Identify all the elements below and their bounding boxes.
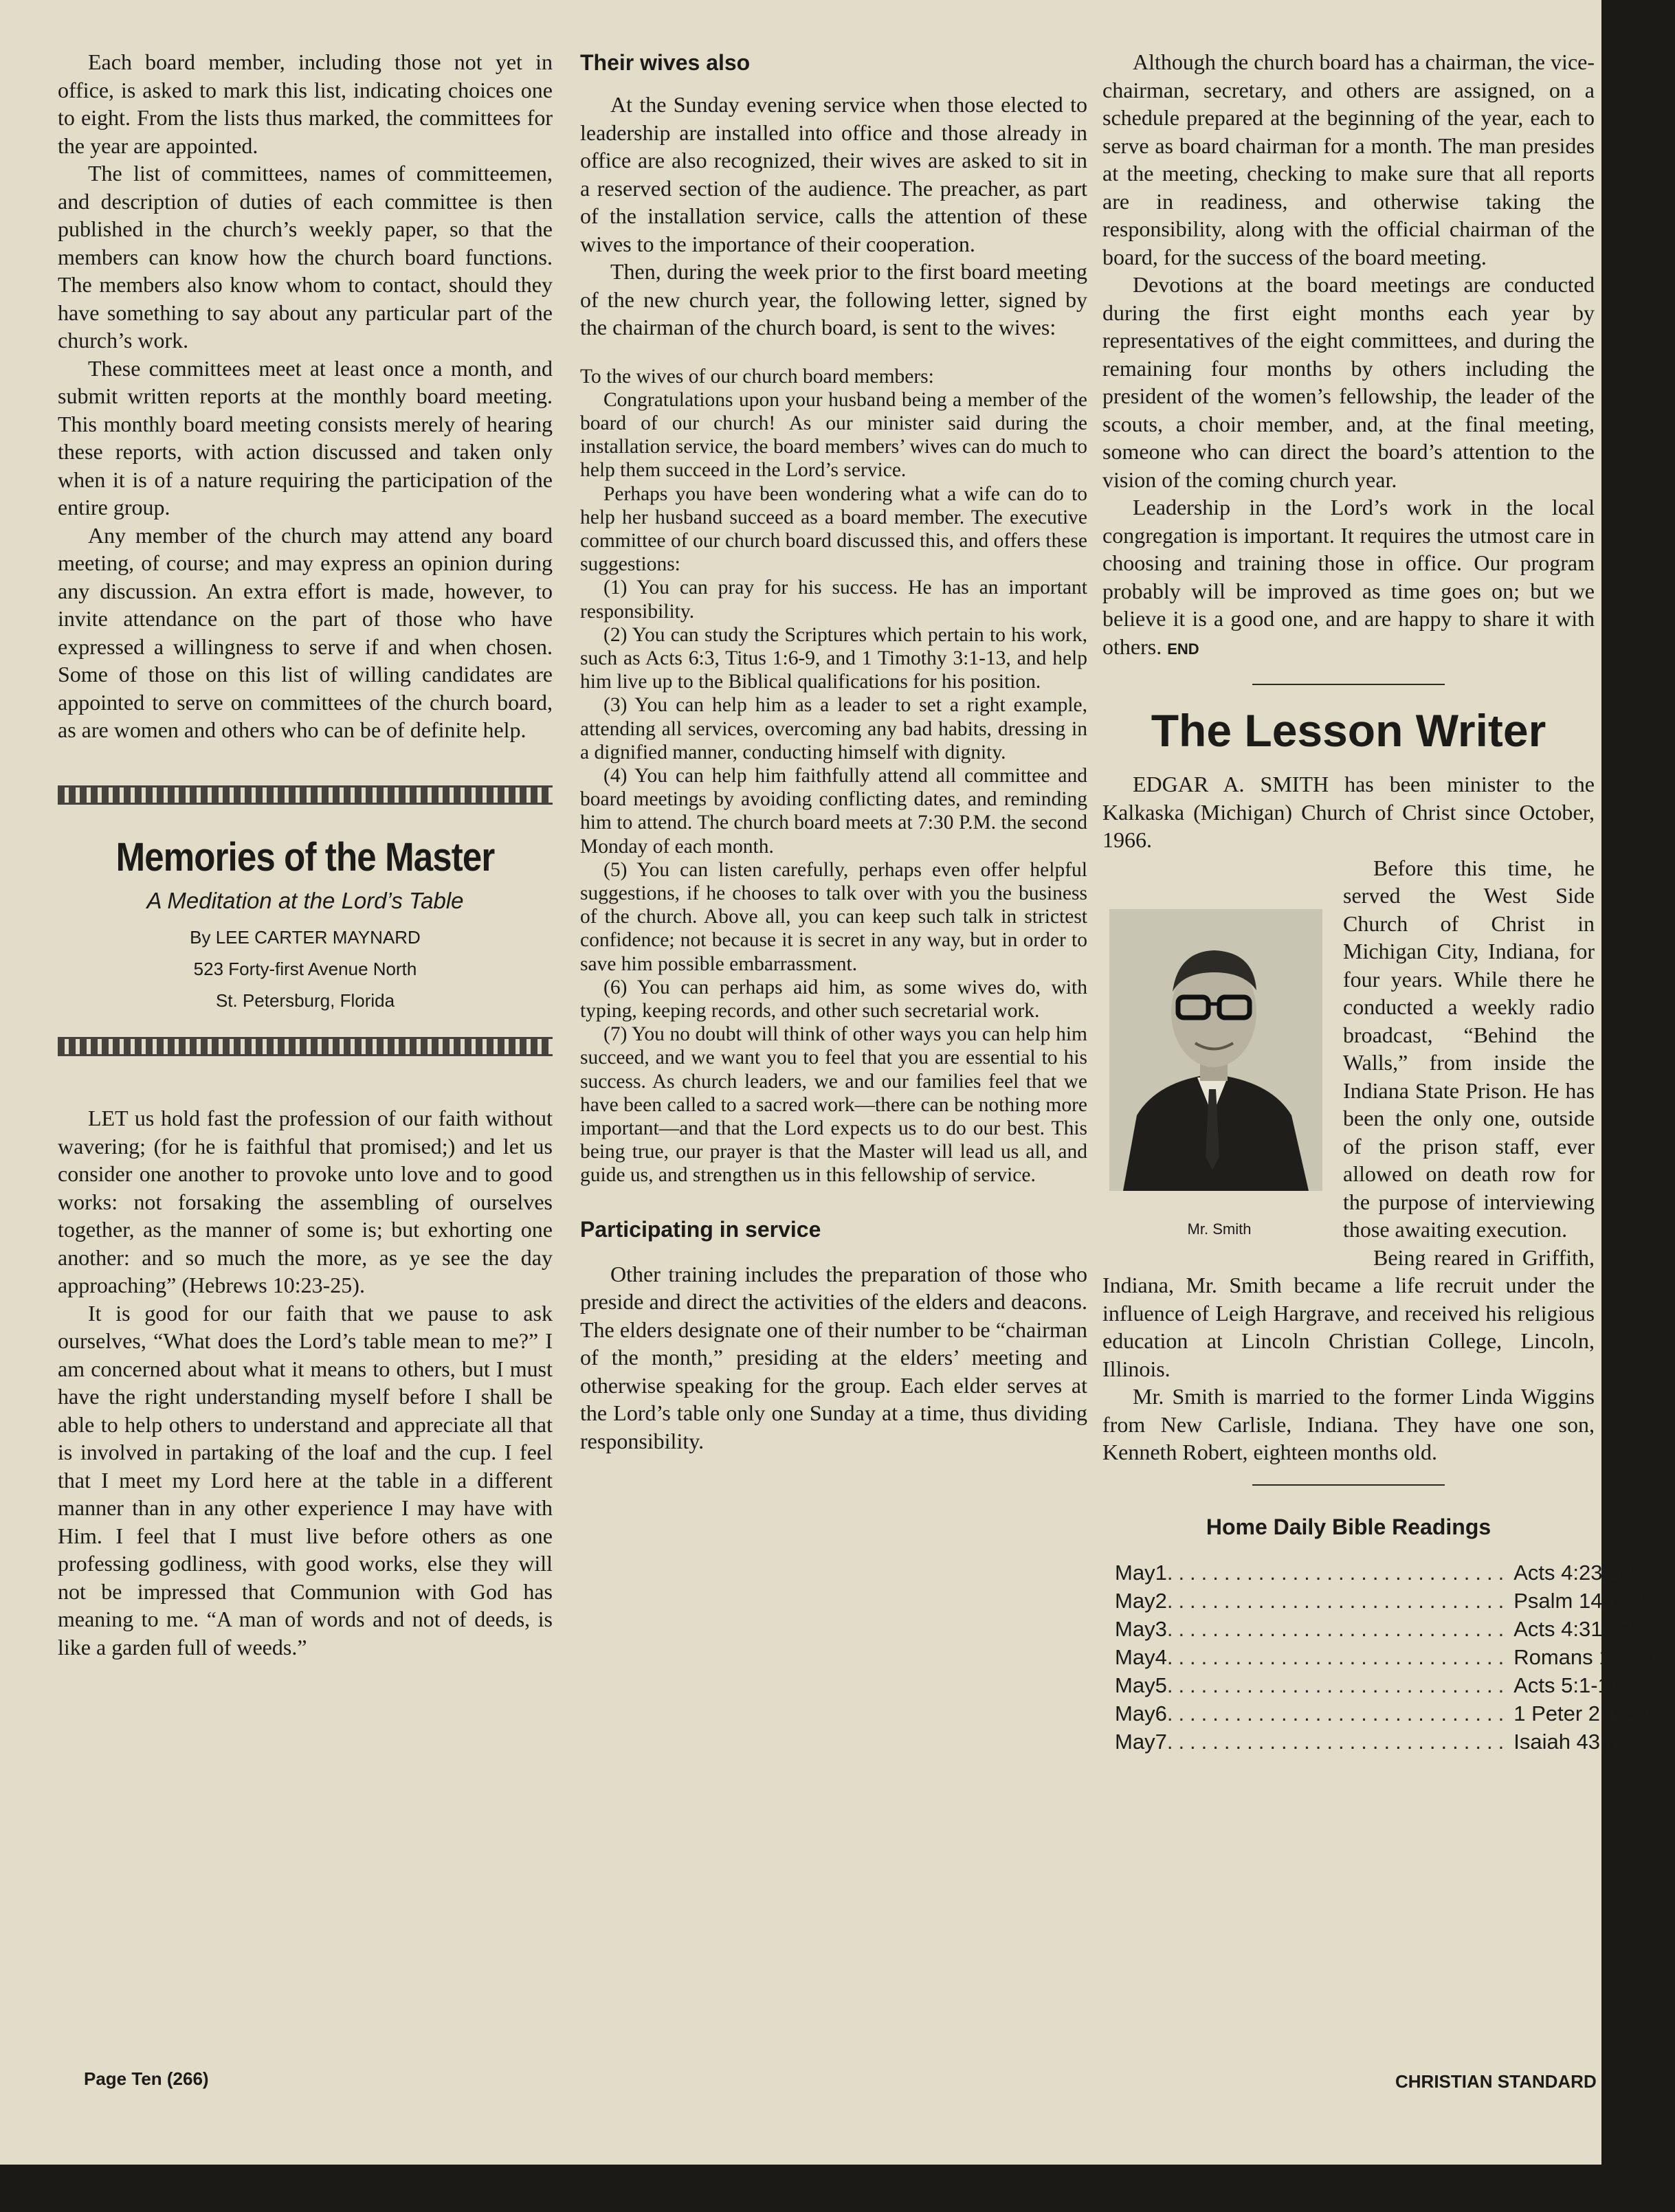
lesson-writer-paragraph: Being reared in Griffith, Indiana, Mr. Smith became a life recruit under the influence of Leigh Hargrave, and received his religious education at Lincoln Christian College, Lincoln, Illinois. [1102,1244,1595,1381]
meditation-title: Memories of the Master [115,834,495,880]
readings-list [1102,1559,1675,1756]
photo-block [1102,861,1329,1244]
leader-dots: .............................. [1166,1589,1510,1613]
portrait-illustration [1109,909,1322,1191]
letter-paragraph: (1) You can pray for his success. He has an important responsibility. [580,577,1087,623]
reading-reference: Romans 12:3-13 [1513,1645,1672,1669]
leader-dots: .............................. [1166,1617,1510,1641]
lesson-writer-title: The Lesson Writer [1151,705,1546,756]
reading-month: May [1115,1617,1155,1641]
lesson-writer-paragraph: Mr. Smith is married to the former Linda Wiggins from New Carlisle, Indiana. They have one son, Kenneth Robert, eighteen months old. [1102,1384,1595,1464]
meditation-byline: By LEE CARTER MAYNARD [190,927,421,948]
col2-paragraph: Other training includes the preparation of those who preside and direct the activities of the elders and deacons. The elders designate one of their number to be “chairman of the month,” presiding at the elders’ meeting and otherwise speaking for the group. Each elder serves at the Lord’s table only one Sunday at a time, thus dividing responsibility. [580,1261,1087,1453]
lesson-writer-bio [1102,854,1595,1466]
reading-item [1115,1699,1649,1728]
col1-paragraph: These committees meet at least once a month, and submit written reports at the monthly board meeting. This monthly board meeting consists merely of hearing these reports, with action discussed and taken only when it is of a nature requiring the participation of the entire group. [58,355,553,520]
letter-paragraph: (3) You can help him as a leader to set a right example, attending all services, overcoming any bad habits, dressing in a dignified manner, conducting himself with dignity. [580,694,1087,763]
reading-day: 1 [1155,1561,1167,1585]
col3-paragraph [1102,493,1595,663]
col2-paragraph: Then, during the week prior to the first board meeting of the new church year, the following letter, signed by the chairman of the church board, is sent to the wives: [580,259,1087,339]
reading-reference: Acts 5:1-11 [1513,1673,1620,1697]
divider [1252,684,1445,685]
reading-reference: 1 Peter 2:1-10 [1513,1701,1649,1725]
reading-month: May [1115,1673,1155,1697]
meditation-paragraph: It is good for our faith that we pause to ask ourselves, “What does the Lord’s table mean to me?” I am concerned about what it means to others, but I must have the right understanding myself before I shall be able to help others to understand and appreciate all that is involved in partaking of the loaf and the cup. I feel that I meet my Lord here at the table in a different manner than in any other experience I may have with Him. I feel that I must live before others as one professing godliness, with good works, else they will not be impressed that Communion with God has meaning to me. “A man of words and not of deeds, is like a garden full of weeds.” [58,1300,553,1660]
meditation-subtitle: A Meditation at the Lord’s Table [146,887,464,913]
readings-title: Home Daily Bible Readings [1206,1514,1491,1539]
photo-caption: Mr. Smith [1187,1220,1252,1238]
letter-paragraph: (4) You can help him faithfully attend all committee and board meetings by avoiding conflicting dates, and reminding him to attend. The church board meets at 7:30 P.M. the second Monday of each month. [580,764,1087,858]
col3-paragraph: Devotions at the board meetings are conducted during the first eight months each year by representatives of the eight committees, and during the remaining four months by others including the president of the women’s fellowship, the leader of the scouts, a choir member, and, at the final meeting, someone who can direct the board’s attention to the vision of the coming church year. [1102,272,1595,492]
letter-paragraph: (7) You no doubt will think of other ways you can help him succeed, and we want you to feel that you are essential to his success. As church leaders, we and our families feel that we have been called to a sacred work—there can be nothing more important—and that the Lord expects us to do our best. This being true, our prayer is that the Master will lead us all, and guide us, and strengthen us in this fellowship of service. [580,1023,1087,1187]
portrait-photo [1109,909,1322,1191]
col1-paragraph: Any member of the church may attend any board meeting, of course; and may express an opinion during any discussion. An extra effort is made, however, to invite attendance on the part of those who have expressed a willingness to serve if and when chosen. Some of those on this list of willing candidates are appointed to serve on committees of the church board, as are women and others who can be of definite help. [58,522,553,742]
ornamental-rule [58,1037,553,1056]
reading-item [1115,1615,1634,1643]
meditation-address-line2: St. Petersburg, Florida [215,990,395,1011]
reading-month: May [1115,1701,1155,1725]
reading-item [1115,1643,1672,1671]
publication-name: CHRISTIAN STANDARD [1395,2071,1597,2092]
meditation-paragraph: LET us hold fast the profession of our faith without wavering; (for he is faithful that promised;) and let us consider one another to provoke unto love and to good works: not forsaking the assembling of ourselves together, as the manner of some is; but exhorting one another: and so much the more, as ye see the day approaching” (Hebrews 10:23-25). [58,1106,553,1297]
reading-reference: Acts 4:23-30 [1513,1561,1634,1585]
end-mark: END [1167,640,1199,658]
heading-their-wives-also: Their wives also [580,50,751,75]
letter-paragraph: (6) You can perhaps aid him, as some wives do, with typing, keeping records, and other such secretarial work. [580,976,1087,1022]
letter-paragraph: Perhaps you have been wondering what a wife can do to help her husband succeed as a board member. The executive committee of our church board discussed this, and offers these suggestions: [580,482,1087,576]
leader-dots: .............................. [1166,1701,1510,1725]
letter-to-wives [580,365,1087,1187]
col1-paragraph: The list of committees, names of committeemen, and description of duties of each committee is then published in the church’s weekly paper, so that the members can know how the church board functions. The members also know whom to contact, should they have something to say about any particular part of the church’s work. [58,161,553,353]
reading-day: 7 [1155,1730,1167,1754]
reading-item [1115,1559,1634,1587]
leader-dots: .............................. [1166,1561,1510,1585]
reading-day: 6 [1155,1701,1167,1725]
col1-paragraph: Each board member, including those not yet in office, is asked to mark this list, indicating choices one to eight. From the lists thus marked, the committees for the year are appointed. [58,49,553,158]
leader-dots: .............................. [1166,1645,1510,1669]
column-1 [58,48,553,1661]
reading-day: 4 [1155,1645,1167,1669]
reading-day: 5 [1155,1673,1167,1697]
meditation-address-line1: 523 Forty-first Avenue North [193,959,417,979]
reading-month: May [1115,1561,1155,1585]
letter-salutation: To the wives of our church board members: [580,365,934,388]
divider [1252,1484,1445,1486]
reading-day: 2 [1155,1589,1167,1613]
reading-month: May [1115,1645,1155,1669]
lesson-writer-paragraph: EDGAR A. SMITH has been minister to the Kalkaska (Michigan) Church of Christ since October, 1966. [1102,772,1595,852]
leader-dots: .............................. [1166,1730,1510,1754]
col3-last-paragraph-text: Leadership in the Lord’s work in the local congregation is important. It requires the utmost care in choosing and training those in office. Our program probably will be improved as time goes on; but we believe it is a good one, and are happy to share it with others. [1102,495,1595,659]
lesson-writer-paragraph: Before this time, he served the West Side Church of Christ in Michigan City, Indiana, for four years. While there he conducted a weekly radio broadcast, “Behind the Walls,” from inside the Indiana State Prison. He has been the only one, outside of the prison staff, ever allowed on death row for the purpose of interviewing those awaiting execution. [1343,855,1595,1242]
reading-reference: Psalm 145:13-21 [1513,1589,1675,1613]
ornamental-rule [58,785,553,805]
reading-item [1115,1587,1675,1615]
column-2 [580,48,1087,1455]
reading-item [1115,1728,1649,1756]
col2-paragraph: At the Sunday evening service when those elected to leadership are installed into office and those already in office are also recognized, their wives are asked to sit in a reserved section of the audience. The preacher, as part of the installation service, calls the attention of these wives to the importance of their cooperation. [580,92,1087,256]
column-3 [1102,48,1675,1756]
reading-day: 3 [1155,1617,1167,1641]
page-number: Page Ten (266) [84,2068,209,2089]
leader-dots: .............................. [1166,1673,1510,1697]
reading-reference: Isaiah 43:8-12 [1513,1730,1649,1754]
heading-participating-in-service: Participating in service [580,1216,821,1242]
reading-reference: Acts 4:31-37 [1513,1617,1634,1641]
letter-paragraph: (2) You can study the Scriptures which pertain to his work, such as Acts 6:3, Titus 1:6-9, and 1 Timothy 3:1-13, and help him live up to the Biblical qualifications for his position. [580,623,1087,693]
col3-paragraph: Although the church board has a chairman, the vice-chairman, secretary, and others are assigned, on a schedule prepared at the beginning of the year, each to serve as board chairman for a month. The man presides at the meeting, checking to make sure that all reports are in readiness, and otherwise taking the responsibility, along with the official chairman of the board, for the success of the board meeting. [1102,49,1595,269]
reading-item [1115,1671,1620,1699]
letter-paragraph: (5) You can listen carefully, perhaps even offer helpful suggestions, if he chooses to talk over with you the business of the church. Above all, you can keep such talk in strictest confidence; not because it is secret in any way, but in order to save him possible embarrassment. [580,858,1087,975]
reading-month: May [1115,1730,1155,1754]
reading-month: May [1115,1589,1155,1613]
letter-paragraph: Congratulations upon your husband being a member of the board of our church! As our minister said during the installation service, the board members’ wives can do much to help them succeed in the Lord’s service. [580,388,1087,482]
